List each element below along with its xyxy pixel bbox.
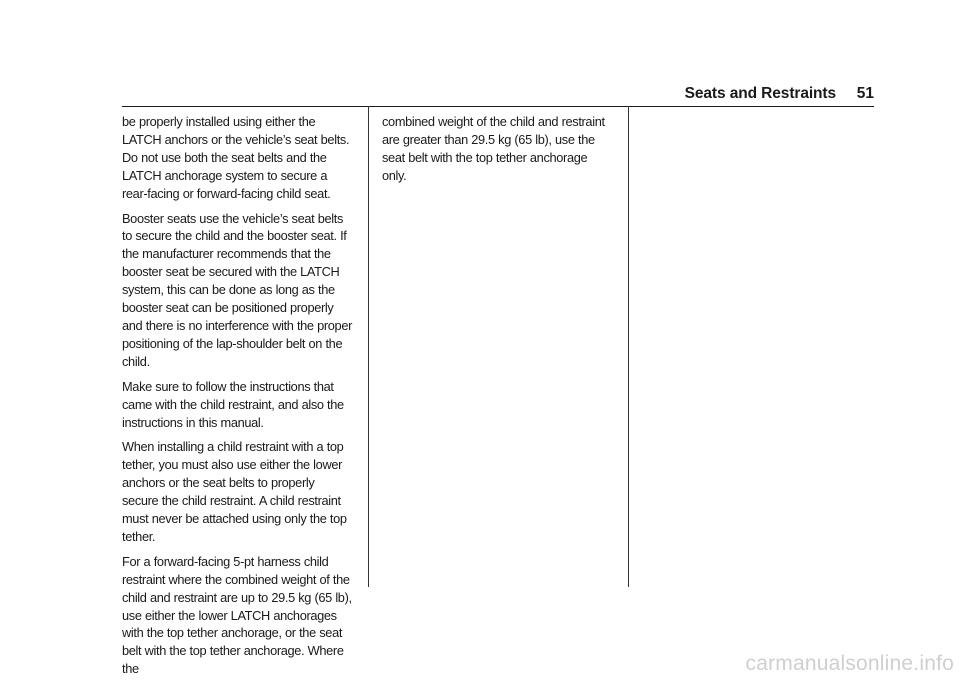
section-title: Seats and Restraints [684,85,836,102]
column-divider-left [368,106,369,587]
page-number: 51 [856,85,874,102]
column-divider-right [628,106,629,587]
paragraph: combined weight of the child and restraint are greater than 29.5 kg (65 lb), use the seat belt with the top tether anchorage only. [382,114,605,183]
paragraph: Make sure to follow the instructions that came with the child restraint, and also the instructions in this manual. [122,378,344,430]
page-header [122,84,874,107]
paragraph: For a forward-facing 5-pt harness child restraint where the combined weight of the child and restraint are up to 29.5 kg (65 lb), use either the lower LATCH anchorages with the top tether anchorage, or the seat belt with the top tether anchorage. Where the [122,553,352,677]
paragraph: When installing a child restraint with a top tether, you must also use either the lower anchors or the seat belts to properly secure the child restraint. A child restraint must never be attached using only the top tether. [122,439,347,544]
paragraph: be properly installed using either the LATCH anchors or the vehicle’s seat belts. Do not use both the seat belts and the LATCH anchorage system to secure a rear-facing or forward-facing child seat. [122,114,350,201]
text-column-middle [382,113,612,192]
watermark-link[interactable]: carmanualsonline.info [745,652,954,675]
paragraph: Booster seats use the vehicle’s seat belts to secure the child and the booster seat. If the manufacturer recommends that the booster seat be secured with the LATCH system, this can be done as long as the booster seat can be positioned properly and there is no interference with the proper positioning of the lap-shoulder belt on the child. [122,210,352,369]
text-column-left [122,113,352,685]
